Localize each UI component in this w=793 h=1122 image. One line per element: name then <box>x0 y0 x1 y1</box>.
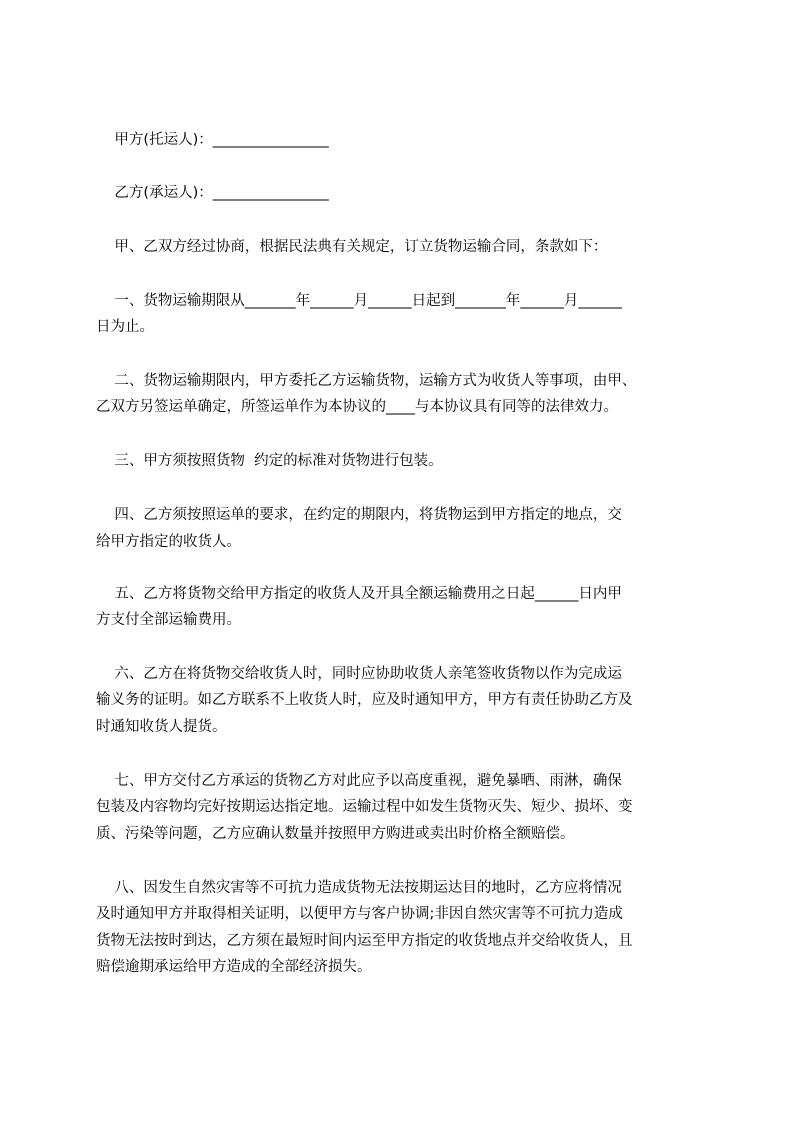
clause-line: 赔偿逾期承运给甲方造成的全部经济损失。 <box>96 959 372 975</box>
clause-line: 六、乙方在将货物交给收货人时，同时应协助收货人亲笔签收货物以作为完成运 <box>96 666 622 682</box>
clause-line: 八、因发生自然灾害等不可抗力造成货物无法按期运达目的地时，乙方应将情况 <box>96 880 622 896</box>
clause-line: 七、甲方交付乙方承运的货物乙方对此应予以高度重视，避免暴晒、雨淋，确保 <box>96 773 622 789</box>
clause-line: 三、甲方须按照货物 约定的标准对货物进行包装。 <box>96 453 443 469</box>
clause-line: 包装及内容物均完好按期运达指定地。运输过程中如发生货物灭失、短少、损坏、变 <box>96 799 633 815</box>
clause-line: 五、乙方将货物交给甲方指定的收货人及开具全额运输费用之日起______日内甲 <box>96 586 622 602</box>
intro-paragraph: 甲、乙双方经过协商，根据民法典有关规定，订立货物运输合同，条款如下： <box>96 239 608 255</box>
party-a-line: 甲方(托运人)：________________ <box>96 132 329 148</box>
clause-line: 时通知收货人提货。 <box>96 719 227 735</box>
clause-line: 一、货物运输期限从_______年______月______日起到_______年______月______ <box>96 293 622 309</box>
party-b-line: 乙方(承运人)：________________ <box>96 185 329 201</box>
clause-line: 二、货物运输期限内，甲方委托乙方运输货物，运输方式为收货人等事项，由甲、 <box>96 373 637 389</box>
clause-line: 及时通知甲方并取得相关证明，以便甲方与客户协调;非因自然灾害等不可抗力造成 <box>96 906 623 922</box>
clause-line: 给甲方指定的收货人。 <box>96 534 241 550</box>
clause-line: 方支付全部运输费用。 <box>96 612 241 628</box>
clause-line: 四、乙方须按照运单的要求，在约定的期限内，将货物运到甲方指定的地点，交 <box>96 507 622 523</box>
clause-line: 质、污染等问题，乙方应确认数量并按照甲方购进或卖出时价格全额赔偿。 <box>96 826 575 842</box>
clause-line: 输义务的证明。如乙方联系不上收货人时，应及时通知甲方，甲方有责任协助乙方及 <box>96 692 633 708</box>
clause-line: 货物无法按时到达，乙方须在最短时间内运至甲方指定的收货地点并交给收货人，且 <box>96 933 633 949</box>
clause-line: 乙双方另签运单确定，所签运单作为本协议的____与本协议具有同等的法律效力。 <box>96 399 618 415</box>
clause-line: 日为止。 <box>96 319 154 335</box>
